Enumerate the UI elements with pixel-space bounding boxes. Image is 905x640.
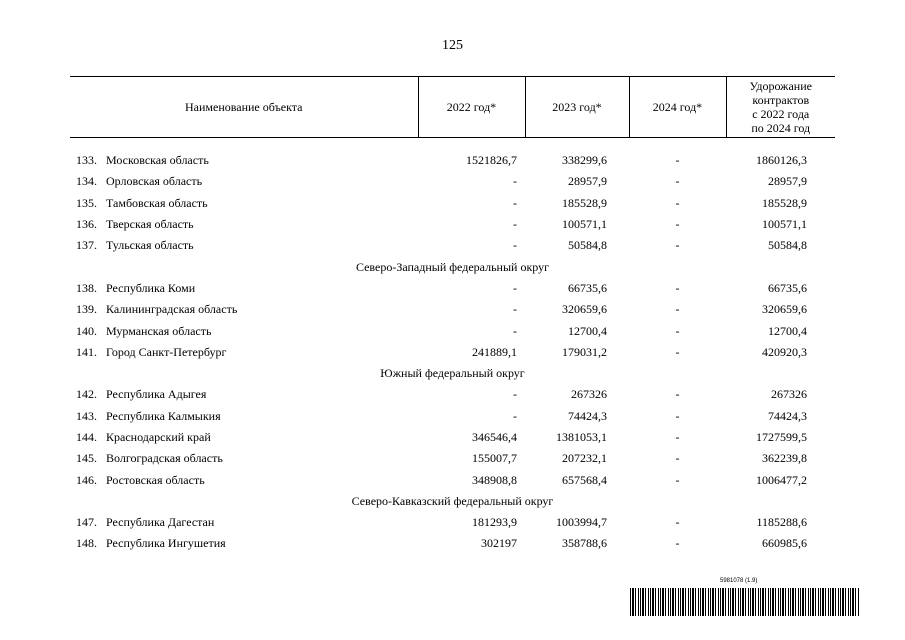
row-value-2022: - xyxy=(513,195,517,210)
table-row xyxy=(70,406,835,427)
row-value-2024: - xyxy=(675,515,680,530)
table-row xyxy=(70,512,835,533)
table-row xyxy=(70,214,835,235)
row-name: Республика Коми xyxy=(106,280,196,295)
table-row xyxy=(70,342,835,363)
row-value-2022: - xyxy=(513,323,517,338)
region-header-row xyxy=(70,363,835,384)
row-value-2022: - xyxy=(513,238,517,253)
row-value-total: 1727599,5 xyxy=(756,430,807,444)
row-number: 146. xyxy=(76,472,97,487)
row-number: 145. xyxy=(76,451,97,466)
row-name: Республика Ингушетия xyxy=(106,536,226,551)
row-value-2024: - xyxy=(675,472,680,487)
row-number: 139. xyxy=(76,302,97,317)
row-value-total: 66735,6 xyxy=(768,280,807,295)
row-value-total: 74424,3 xyxy=(768,408,807,423)
row-number: 148. xyxy=(76,536,97,551)
spacer-row xyxy=(70,138,835,151)
row-name: Республика Адыгея xyxy=(106,387,207,402)
row-value-total: 12700,4 xyxy=(768,323,807,338)
row-number: 137. xyxy=(76,238,97,253)
table-row xyxy=(70,278,835,299)
row-value-2022: 155007,7 xyxy=(472,451,517,466)
table-row xyxy=(70,171,835,192)
row-value-2023: 657568,4 xyxy=(562,472,607,487)
table-row xyxy=(70,533,835,554)
row-value-2023: 179031,2 xyxy=(562,344,607,359)
row-value-2023: 66735,6 xyxy=(568,280,607,295)
row-value-2024: - xyxy=(675,238,680,253)
row-value-2024: - xyxy=(675,280,680,295)
row-name: Волгоградская область xyxy=(106,451,223,466)
spacer-cell xyxy=(70,138,835,151)
region-label: Южный федеральный округ xyxy=(380,366,525,381)
header-2024: 2024 год* xyxy=(629,77,726,138)
row-name: Мурманская область xyxy=(106,323,212,338)
row-value-total: 28957,9 xyxy=(768,174,807,189)
row-number: 140. xyxy=(76,323,97,338)
row-value-2024: - xyxy=(675,408,680,423)
row-name: Тамбовская область xyxy=(106,195,208,210)
row-value-2024: - xyxy=(675,344,680,359)
row-value-2024: - xyxy=(675,174,680,189)
row-value-2022: 241889,1 xyxy=(472,344,517,359)
region-header-row xyxy=(70,256,835,277)
region-label: Северо-Западный федеральный округ xyxy=(355,259,550,274)
row-value-2023: 267326 xyxy=(571,387,607,402)
row-value-2023: 74424,3 xyxy=(568,408,607,423)
row-value-2024: - xyxy=(675,153,680,168)
header-2023: 2023 год* xyxy=(525,77,629,138)
row-name: Ростовская область xyxy=(106,472,205,487)
table-body xyxy=(70,138,835,555)
row-number: 134. xyxy=(76,174,97,189)
row-value-2023: 100571,1 xyxy=(562,217,607,232)
table-header-row xyxy=(70,77,835,138)
row-value-2023: 1381053,1 xyxy=(556,430,607,444)
row-name: Краснодарский край xyxy=(106,430,211,444)
header-name: Наименование объекта xyxy=(70,77,418,138)
row-name: Тульская область xyxy=(106,238,194,253)
table-row xyxy=(70,448,835,469)
row-value-total: 420920,3 xyxy=(762,344,807,359)
row-name: Орловская область xyxy=(106,174,203,189)
header-total-line: с 2022 года xyxy=(752,107,810,121)
row-value-total: 267326 xyxy=(771,387,807,402)
row-name: Республика Калмыкия xyxy=(106,408,221,423)
row-value-total: 1185288,6 xyxy=(756,515,807,530)
row-value-total: 50584,8 xyxy=(768,238,807,253)
row-value-2023: 358788,6 xyxy=(562,536,607,551)
row-value-2024: - xyxy=(675,387,680,402)
row-number: 135. xyxy=(76,195,97,210)
row-value-2023: 50584,8 xyxy=(568,238,607,253)
row-name: Республика Дагестан xyxy=(106,515,215,530)
row-value-2022: - xyxy=(513,408,517,423)
contracts-table xyxy=(70,76,835,555)
table-row xyxy=(70,469,835,490)
row-value-2023: 12700,4 xyxy=(568,323,607,338)
row-value-2024: - xyxy=(675,195,680,210)
row-value-2022: - xyxy=(513,217,517,232)
row-value-2024: - xyxy=(675,302,680,317)
row-value-total: 100571,1 xyxy=(762,217,807,232)
region-header-row xyxy=(70,491,835,512)
row-value-2022: - xyxy=(513,280,517,295)
row-value-2022: - xyxy=(513,302,517,317)
header-total-line: по 2024 год xyxy=(751,121,811,135)
row-name: Тверская область xyxy=(106,217,194,232)
table-row xyxy=(70,427,835,448)
row-name: Калининградская область xyxy=(106,302,238,317)
row-value-2024: - xyxy=(675,323,680,338)
row-value-total: 320659,6 xyxy=(762,302,807,317)
row-number: 136. xyxy=(76,217,97,232)
row-value-2022: 1521826,7 xyxy=(466,153,517,168)
row-value-2023: 185528,9 xyxy=(562,195,607,210)
row-number: 142. xyxy=(76,387,97,402)
row-number: 147. xyxy=(76,515,97,530)
row-value-2023: 207232,1 xyxy=(562,451,607,466)
row-value-total: 660985,6 xyxy=(762,536,807,551)
region-label: Северо-Кавказский федеральный округ xyxy=(351,493,554,508)
row-name: Город Санкт-Петербург xyxy=(106,344,227,359)
row-value-2024: - xyxy=(675,451,680,466)
row-value-2023: 338299,6 xyxy=(562,153,607,168)
row-value-total: 1006477,2 xyxy=(756,472,807,487)
row-value-2024: - xyxy=(675,430,680,444)
table-row xyxy=(70,235,835,256)
table-row xyxy=(70,299,835,320)
row-value-2023: 1003994,7 xyxy=(556,515,607,530)
row-value-2022: 346546,4 xyxy=(472,430,517,444)
table-row xyxy=(70,320,835,341)
row-number: 138. xyxy=(76,280,97,295)
row-value-2022: - xyxy=(513,174,517,189)
page-number: 125 xyxy=(442,38,463,53)
row-number: 133. xyxy=(76,153,97,168)
header-total xyxy=(726,77,835,138)
row-value-2022: 181293,9 xyxy=(472,515,517,530)
row-value-2024: - xyxy=(675,217,680,232)
row-number: 144. xyxy=(76,430,97,444)
barcode-caption: 5981078 (1.9) xyxy=(720,578,758,584)
row-value-2022: - xyxy=(513,387,517,402)
table-row xyxy=(70,193,835,214)
header-2022: 2022 год* xyxy=(418,77,525,138)
row-value-2024: - xyxy=(675,536,680,551)
row-value-total: 185528,9 xyxy=(762,195,807,210)
row-number: 141. xyxy=(76,344,97,359)
table-row xyxy=(70,384,835,405)
row-number: 143. xyxy=(76,408,97,423)
row-value-2022: 302197 xyxy=(481,536,517,551)
table-row xyxy=(70,150,835,171)
row-name: Московская область xyxy=(106,153,209,168)
row-value-2023: 320659,6 xyxy=(562,302,607,317)
row-value-total: 1860126,3 xyxy=(756,153,807,168)
row-value-2022: 348908,8 xyxy=(472,472,517,487)
header-total-line: Удорожание xyxy=(749,79,812,93)
header-total-line: контрактов xyxy=(752,93,810,107)
row-value-2023: 28957,9 xyxy=(568,174,607,189)
barcode-image xyxy=(630,588,860,616)
row-value-total: 362239,8 xyxy=(762,451,807,466)
